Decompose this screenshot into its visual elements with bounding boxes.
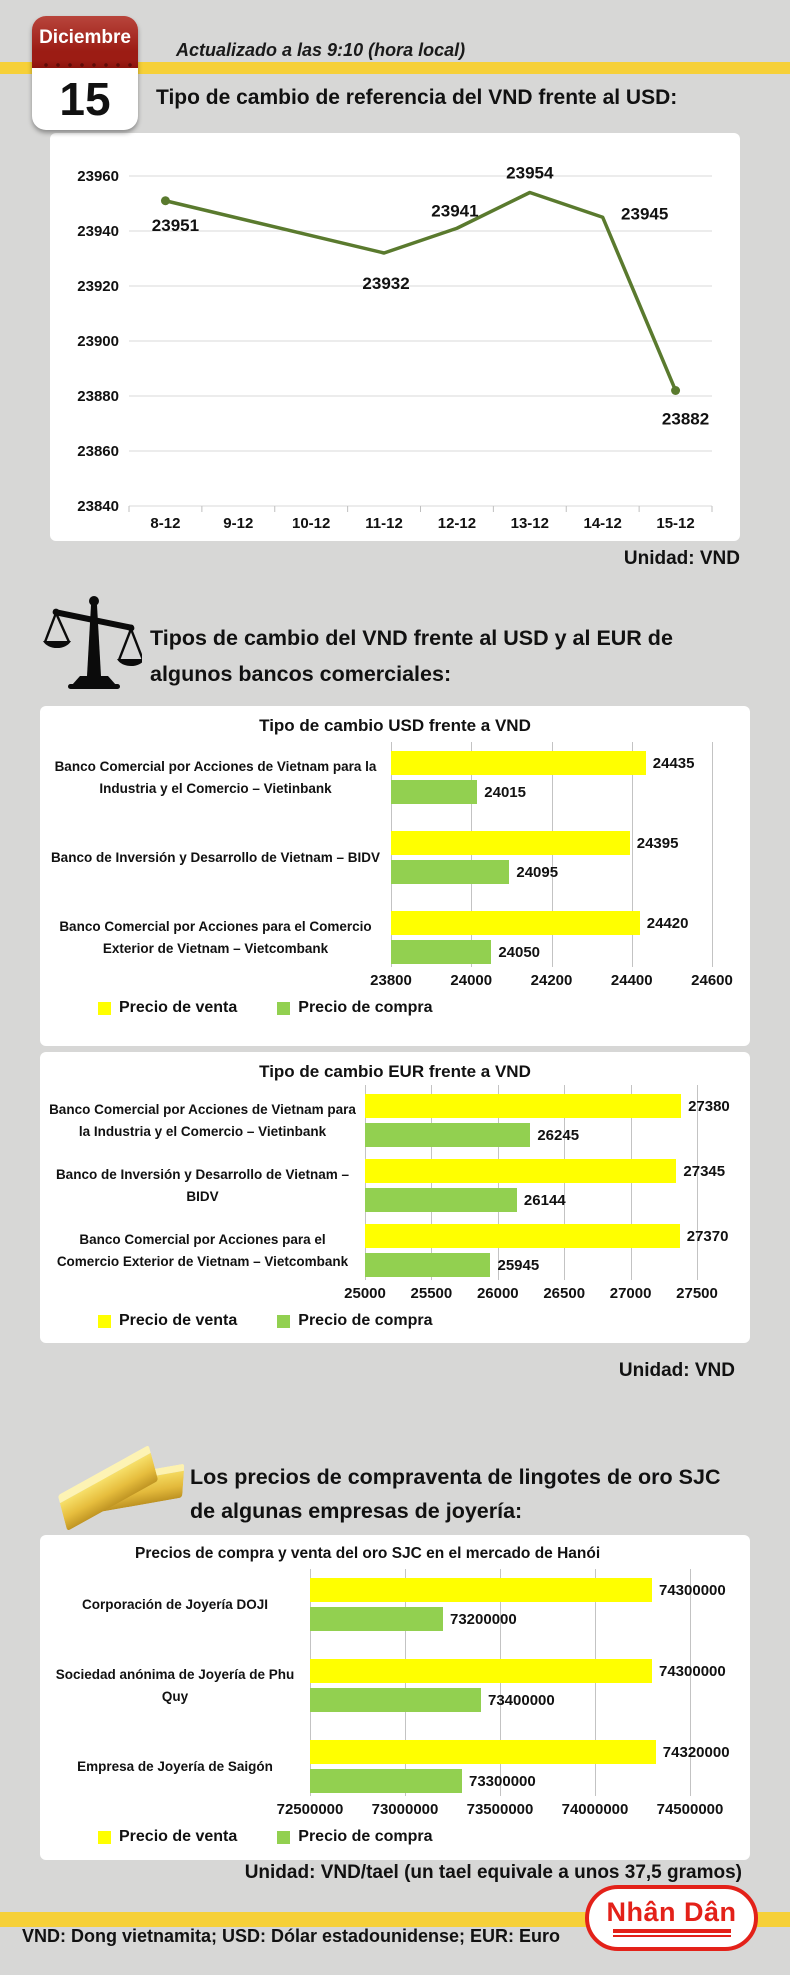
sell-price-bar	[365, 1159, 676, 1183]
bank-row	[40, 1578, 750, 1631]
bank-row	[40, 751, 750, 804]
bank-label: Corporación de Joyería DOJI	[81, 1596, 269, 1612]
bar-value-label: 26144	[523, 1191, 566, 1209]
x-axis-tick-label: 24400	[610, 972, 653, 989]
bar-row	[391, 911, 750, 935]
bar-row	[310, 1740, 750, 1764]
bar-value-label: 74300000	[659, 1581, 726, 1599]
bar-row	[391, 751, 750, 775]
rate-line	[165, 193, 675, 391]
bar-row	[310, 1769, 750, 1793]
sell-price-bar	[391, 911, 640, 935]
x-axis-tick-label: 73000000	[371, 1801, 439, 1818]
bar-row	[365, 1253, 750, 1277]
chart-legend	[40, 999, 750, 1017]
y-axis-label: 23960	[77, 168, 119, 185]
bank-bars	[310, 1659, 750, 1712]
footer-glossary: VND: Dong vietnamita; USD: Dólar estadounidense; EUR: Euro	[22, 1926, 561, 1946]
bar-value-label: 24015	[484, 783, 526, 801]
bar-row	[365, 1123, 750, 1147]
x-axis-tick-label: 25000	[344, 1285, 386, 1302]
buy-legend-chip	[277, 1831, 290, 1844]
bar-value-label: 73300000	[469, 1772, 536, 1790]
reference-rate-title: Tipo de cambio de referencia del VND frente al USD:	[156, 86, 678, 109]
buy-legend-chip	[277, 1315, 290, 1328]
bar-chart-body	[40, 706, 750, 1046]
x-axis-label: 11-12	[365, 515, 403, 532]
sell-legend-chip	[98, 1315, 111, 1328]
logo-underline-thin	[613, 1935, 731, 1937]
calendar-month: Diciembre	[32, 16, 138, 60]
bank-bars	[310, 1740, 750, 1793]
chart-legend	[40, 1312, 750, 1330]
nhan-dan-logo	[585, 1885, 758, 1951]
data-point-marker	[671, 386, 680, 395]
x-axis-tick-label: 74000000	[561, 1801, 629, 1818]
bank-label: Banco Comercial por Acciones para el Comercio Exterior de Vietnam – Vietcombank	[59, 918, 372, 956]
bank-row	[40, 1159, 750, 1212]
bar-row	[365, 1188, 750, 1212]
x-axis-label: 10-12	[292, 515, 331, 532]
x-axis-tick-label: 24000	[450, 972, 493, 989]
unit-note-bank-charts: Unidad: VND	[618, 1360, 735, 1381]
bar-row	[310, 1578, 750, 1602]
data-point-label: 23945	[621, 204, 669, 224]
sell-price-bar	[365, 1224, 680, 1248]
buy-legend-chip	[277, 1002, 290, 1015]
bank-bars	[391, 751, 750, 804]
x-axis-label: 8-12	[150, 515, 181, 532]
x-axis-tick-label: 27000	[609, 1285, 652, 1302]
data-point-label: 23951	[151, 215, 200, 235]
bank-bars	[310, 1578, 750, 1631]
chart-legend	[40, 1828, 750, 1846]
sell-price-bar	[310, 1659, 652, 1683]
bar-row	[391, 780, 750, 804]
buy-price-bar	[391, 860, 509, 884]
x-axis-tick-label: 27500	[676, 1285, 718, 1302]
bank-bars	[365, 1159, 750, 1212]
gold-ingot-front	[58, 1445, 159, 1531]
bank-label: Banco de Inversión y Desarrollo de Vietnam – BIDV	[50, 849, 381, 865]
logo-underline	[613, 1929, 731, 1933]
usd-bar-chart	[40, 706, 750, 1046]
bar-chart-plot	[40, 751, 750, 964]
bar-chart-title: Tipo de cambio USD frente a VND	[259, 716, 531, 735]
data-point-label: 23882	[661, 409, 710, 429]
sell-price-bar	[310, 1578, 652, 1602]
bank-row	[40, 911, 750, 964]
x-axis-row	[40, 970, 750, 992]
eur-bar-chart	[40, 1052, 750, 1343]
buy-price-bar	[365, 1253, 490, 1277]
bank-bars	[391, 831, 750, 884]
bar-chart-title: Precios de compra y venta del oro SJC en el mercado de Hanói	[135, 1545, 601, 1562]
bar-value-label: 25945	[497, 1256, 540, 1274]
buy-price-bar	[391, 780, 477, 804]
calendar-day: 15	[59, 73, 111, 125]
bar-value-label: 73200000	[450, 1610, 517, 1628]
buy-price-bar	[310, 1769, 462, 1793]
legend-item	[277, 1828, 432, 1846]
x-axis-label: 14-12	[583, 515, 622, 532]
x-axis-tick-label: 26500	[543, 1285, 586, 1302]
bar-row	[310, 1607, 750, 1631]
legend-label: Precio de compra	[298, 999, 433, 1016]
bar-value-label: 73400000	[488, 1691, 555, 1709]
bar-value-label: 24420	[646, 914, 689, 932]
bank-bars	[365, 1094, 750, 1147]
legend-label: Precio de venta	[119, 1312, 238, 1329]
bar-chart-plot	[40, 1578, 750, 1793]
bar-chart-plot	[40, 1094, 750, 1277]
gold-bars-icon	[58, 1436, 176, 1542]
x-axis-tick-label: 74500000	[656, 1801, 724, 1818]
x-axis-row	[40, 1799, 750, 1821]
bank-label: Empresa de Joyería de Saigón	[77, 1758, 273, 1774]
bank-label: Banco Comercial por Acciones para el Comercio Exterior de Vietnam – Vietcombank	[56, 1231, 349, 1269]
x-axis-label: 13-12	[510, 515, 549, 532]
x-axis-tick-label: 25500	[410, 1285, 453, 1302]
bar-row	[391, 940, 750, 964]
legend-item	[98, 1312, 237, 1330]
bar-value-label: 24050	[498, 943, 541, 961]
x-axis-tick-label: 72500000	[276, 1801, 344, 1818]
logo-text: Nhân Dân	[606, 1897, 737, 1927]
x-axis-tick-label: 23800	[370, 972, 412, 989]
x-axis-label: 9-12	[223, 515, 254, 532]
bank-label: Banco Comercial por Acciones de Vietnam para la Industria y el Comercio – Vietinbank	[49, 1101, 356, 1139]
bank-rates-title: Tipos de cambio del VND frente al USD y al EUR de algunos bancos comerciales:	[150, 626, 673, 686]
bar-row	[391, 860, 750, 884]
calendar-dots	[32, 60, 138, 68]
data-point-label: 23941	[431, 201, 479, 221]
reference-line-chart	[50, 133, 740, 541]
y-axis-label: 23920	[77, 278, 119, 295]
x-axis-tick-label: 73500000	[466, 1801, 534, 1818]
buy-price-bar	[365, 1188, 517, 1212]
legend-label: Precio de compra	[298, 1828, 433, 1845]
sell-legend-chip	[98, 1831, 111, 1844]
x-axis-label: 15-12	[656, 515, 695, 532]
data-point-label: 23954	[506, 163, 554, 183]
bar-row	[365, 1224, 750, 1248]
bank-row	[40, 1740, 750, 1793]
legend-item	[98, 999, 237, 1017]
bank-label: Sociedad anónima de Joyería de Phu Quy	[55, 1666, 295, 1704]
legend-label: Precio de venta	[119, 1828, 238, 1845]
bar-value-label: 27380	[688, 1097, 730, 1115]
bank-row	[40, 1094, 750, 1147]
y-axis-label: 23940	[77, 223, 119, 240]
buy-price-bar	[365, 1123, 530, 1147]
bar-value-label: 74300000	[659, 1662, 726, 1680]
bank-bars	[391, 911, 750, 964]
gold-prices-title: Los precios de compraventa de lingotes de oro SJC de algunas empresas de joyería:	[190, 1465, 721, 1523]
bar-row	[391, 831, 750, 855]
x-axis-tick-label: 26000	[476, 1285, 519, 1302]
x-axis-row	[40, 1283, 750, 1305]
data-point-label: 23932	[362, 274, 410, 293]
sell-price-bar	[391, 751, 646, 775]
y-axis-label: 23860	[77, 443, 119, 460]
buy-price-bar	[310, 1607, 443, 1631]
bar-value-label: 27370	[686, 1227, 729, 1245]
updated-timestamp: Actualizado a las 9:10 (hora local)	[176, 40, 466, 60]
bar-value-label: 24435	[652, 754, 695, 772]
buy-price-bar	[391, 940, 491, 964]
bank-label: Banco de Inversión y Desarrollo de Vietnam – BIDV	[55, 1166, 350, 1204]
bank-row	[40, 1224, 750, 1277]
bank-row	[40, 831, 750, 884]
legend-item	[98, 1828, 237, 1846]
unit-note-gold-chart: Unidad: VND/tael (un tael equivale a unos 37,5 gramos)	[244, 1862, 742, 1883]
bar-value-label: 24395	[636, 834, 679, 852]
bar-value-label: 26245	[537, 1126, 580, 1144]
bar-value-label: 24095	[516, 863, 559, 881]
legend-item	[277, 999, 432, 1017]
balance-scale-icon	[42, 588, 142, 701]
line-chart-svg	[50, 133, 740, 538]
x-axis-tick-label: 24200	[530, 972, 573, 989]
x-axis-tick-label: 24600	[691, 972, 733, 989]
x-axis-label: 12-12	[437, 515, 477, 532]
sell-price-bar	[391, 831, 630, 855]
bar-chart-title: Tipo de cambio EUR frente a VND	[259, 1062, 531, 1081]
y-axis-label: 23840	[77, 498, 119, 515]
y-axis-label: 23880	[77, 388, 119, 405]
sell-legend-chip	[98, 1002, 111, 1015]
bank-row	[40, 1659, 750, 1712]
bar-value-label: 74320000	[662, 1743, 730, 1761]
y-axis-label: 23900	[77, 333, 119, 350]
buy-price-bar	[310, 1688, 481, 1712]
bar-value-label: 27345	[683, 1162, 726, 1180]
bar-row	[310, 1688, 750, 1712]
bar-chart-body	[40, 1052, 750, 1343]
bank-label: Banco Comercial por Acciones de Vietnam para la Industria y el Comercio – Vietinbank	[54, 758, 377, 796]
bank-bars	[365, 1224, 750, 1277]
bar-chart-body	[40, 1535, 750, 1860]
bar-row	[310, 1659, 750, 1683]
unit-note-line-chart: Unidad: VND	[623, 548, 740, 569]
bar-row	[365, 1159, 750, 1183]
legend-label: Precio de venta	[119, 999, 238, 1016]
legend-label: Precio de compra	[298, 1312, 433, 1329]
gold-bar-chart	[40, 1535, 750, 1860]
calendar-icon	[32, 16, 138, 130]
sell-price-bar	[365, 1094, 681, 1118]
bar-row	[365, 1094, 750, 1118]
sell-price-bar	[310, 1740, 656, 1764]
data-point-marker	[161, 196, 170, 205]
legend-item	[277, 1312, 432, 1330]
